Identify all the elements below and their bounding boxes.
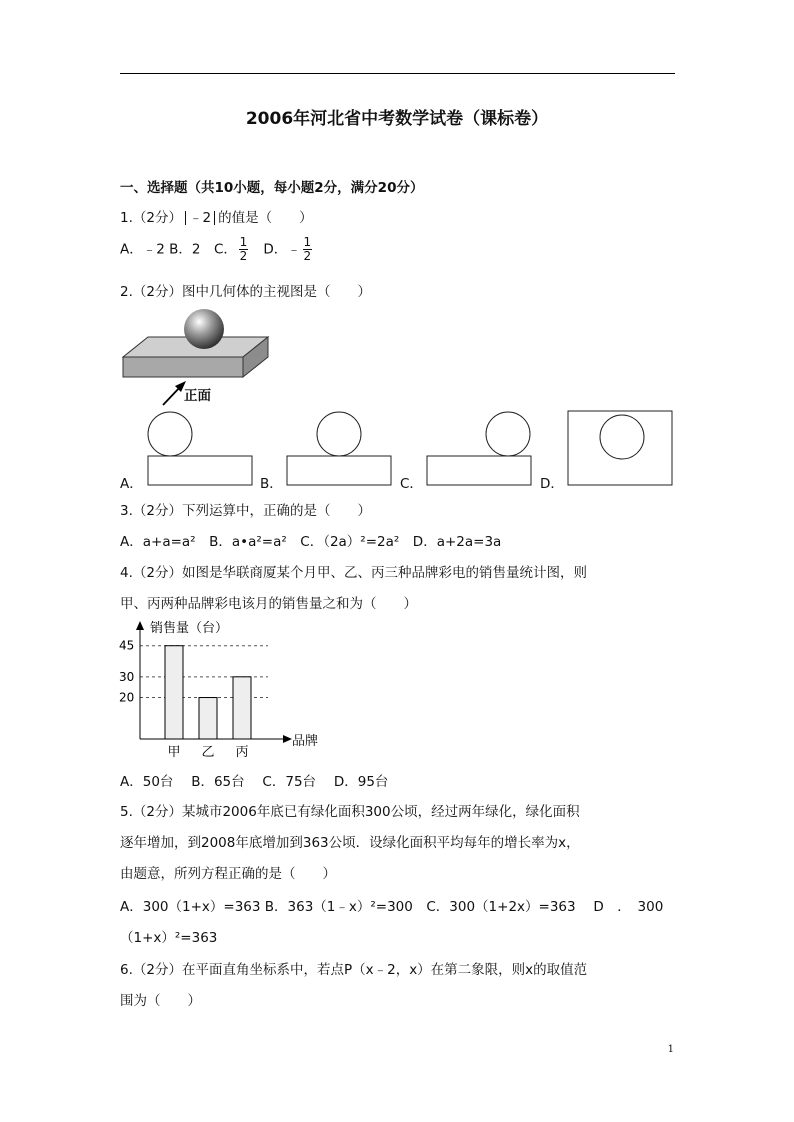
x-axis-arrow [283, 735, 292, 743]
section-heading: 一、选择题（共10小题，每小题2分，满分20分） [120, 180, 424, 196]
q2-option-c-label: C． [400, 476, 423, 492]
question-1-options [120, 236, 314, 263]
y-tick-label-2: 45 [119, 638, 135, 653]
chart-xlabel: 品牌 [292, 734, 319, 749]
question-4-stem-line-2: 甲、丙两种品牌彩电该月的销售量之和为（ ） [120, 596, 417, 612]
question-5-line-2: 逐年增加，到2008年底增加到363公顷．设绿化面积平均每年的增长率为x， [120, 835, 580, 851]
question-5-line-3: 由题意，所列方程正确的是（ ） [120, 866, 336, 882]
front-label: 正面 [184, 388, 211, 404]
page-title: 2006年河北省中考数学试卷（课标卷） [245, 109, 549, 129]
x-tick-label-1: 乙 [201, 745, 215, 760]
q2-option-d-figure [566, 408, 676, 488]
chart-bars [165, 646, 251, 739]
question-5-line-1: 5.（2分）某城市2006年底已有绿化面积300公顷，经过两年绿化，绿化面积 [120, 804, 580, 820]
fraction-half-negative: $\frac{1}{2}$ [303, 235, 312, 263]
q1-option-d: D．﹣ [263, 241, 301, 258]
q1-options-ab: A．﹣2 B．2 C． [120, 241, 237, 258]
header-rule [120, 73, 675, 74]
question-3-options: A．a+a=a² B．a•a²=a² C．（2a）²=2a² D．a+2a=3a [120, 534, 502, 550]
question-6-line-2: 围为（ ） [120, 993, 201, 1009]
question-5-options-line-1: A．300（1+x）=363 B．363（1﹣x）²=300 C．300（1+2x）=363 D ． 300 [120, 899, 664, 915]
q2-option-c-figure [420, 408, 538, 488]
x-tick-label-0: 甲 [167, 745, 181, 760]
question-4-stem-line-1: 4.（2分）如图是华联商厦某个月甲、乙、丙三种品牌彩电的销售量统计图，则 [120, 565, 587, 581]
question-3-stem: 3.（2分）下列运算中，正确的是（ ） [120, 503, 371, 519]
bar-1 [199, 698, 217, 739]
chart-x-tick-labels [167, 745, 248, 760]
y-axis-arrow [136, 621, 144, 630]
question-1-stem [120, 206, 313, 226]
question-6-line-1: 6.（2分）在平面直角坐标系中，若点P（x﹣2，x）在第二象限，则x的取值范 [120, 962, 588, 978]
question-4-options: A．50台 B．65台 C．75台 D．95台 [120, 774, 389, 790]
fraction-half: $\frac{1}{2}$ [239, 235, 248, 263]
q1-abs-value: ﹣2 [188, 210, 212, 226]
question-2-stem: 2.（2分）图中几何体的主视图是（ ） [120, 284, 371, 300]
chart-y-tick-labels [119, 639, 134, 705]
page-number: 1 [667, 1044, 674, 1055]
bar-2 [233, 677, 251, 739]
x-tick-label-2: 丙 [235, 745, 249, 760]
abs-bar-left [185, 211, 186, 225]
y-tick-label-0: 20 [119, 690, 135, 705]
q2-option-b-label: B． [260, 476, 283, 492]
q2-option-b-figure [280, 408, 398, 488]
y-tick-label-1: 30 [119, 669, 135, 684]
q1-prefix: 1.（2分） [120, 210, 182, 226]
q2-option-a-label: A． [120, 476, 143, 492]
q1-suffix: 的值是（ ） [218, 210, 313, 226]
slab-front [123, 357, 243, 377]
question-5-options-line-2: （1+x）²=363 [120, 930, 218, 946]
q2-option-d-label: D． [540, 476, 564, 492]
sphere [184, 309, 224, 349]
q2-option-a-figure [140, 408, 258, 488]
sales-bar-chart [118, 615, 338, 763]
bar-0 [165, 646, 183, 739]
chart-ylabel: 销售量（台） [150, 621, 229, 636]
abs-bar-right [214, 211, 215, 225]
